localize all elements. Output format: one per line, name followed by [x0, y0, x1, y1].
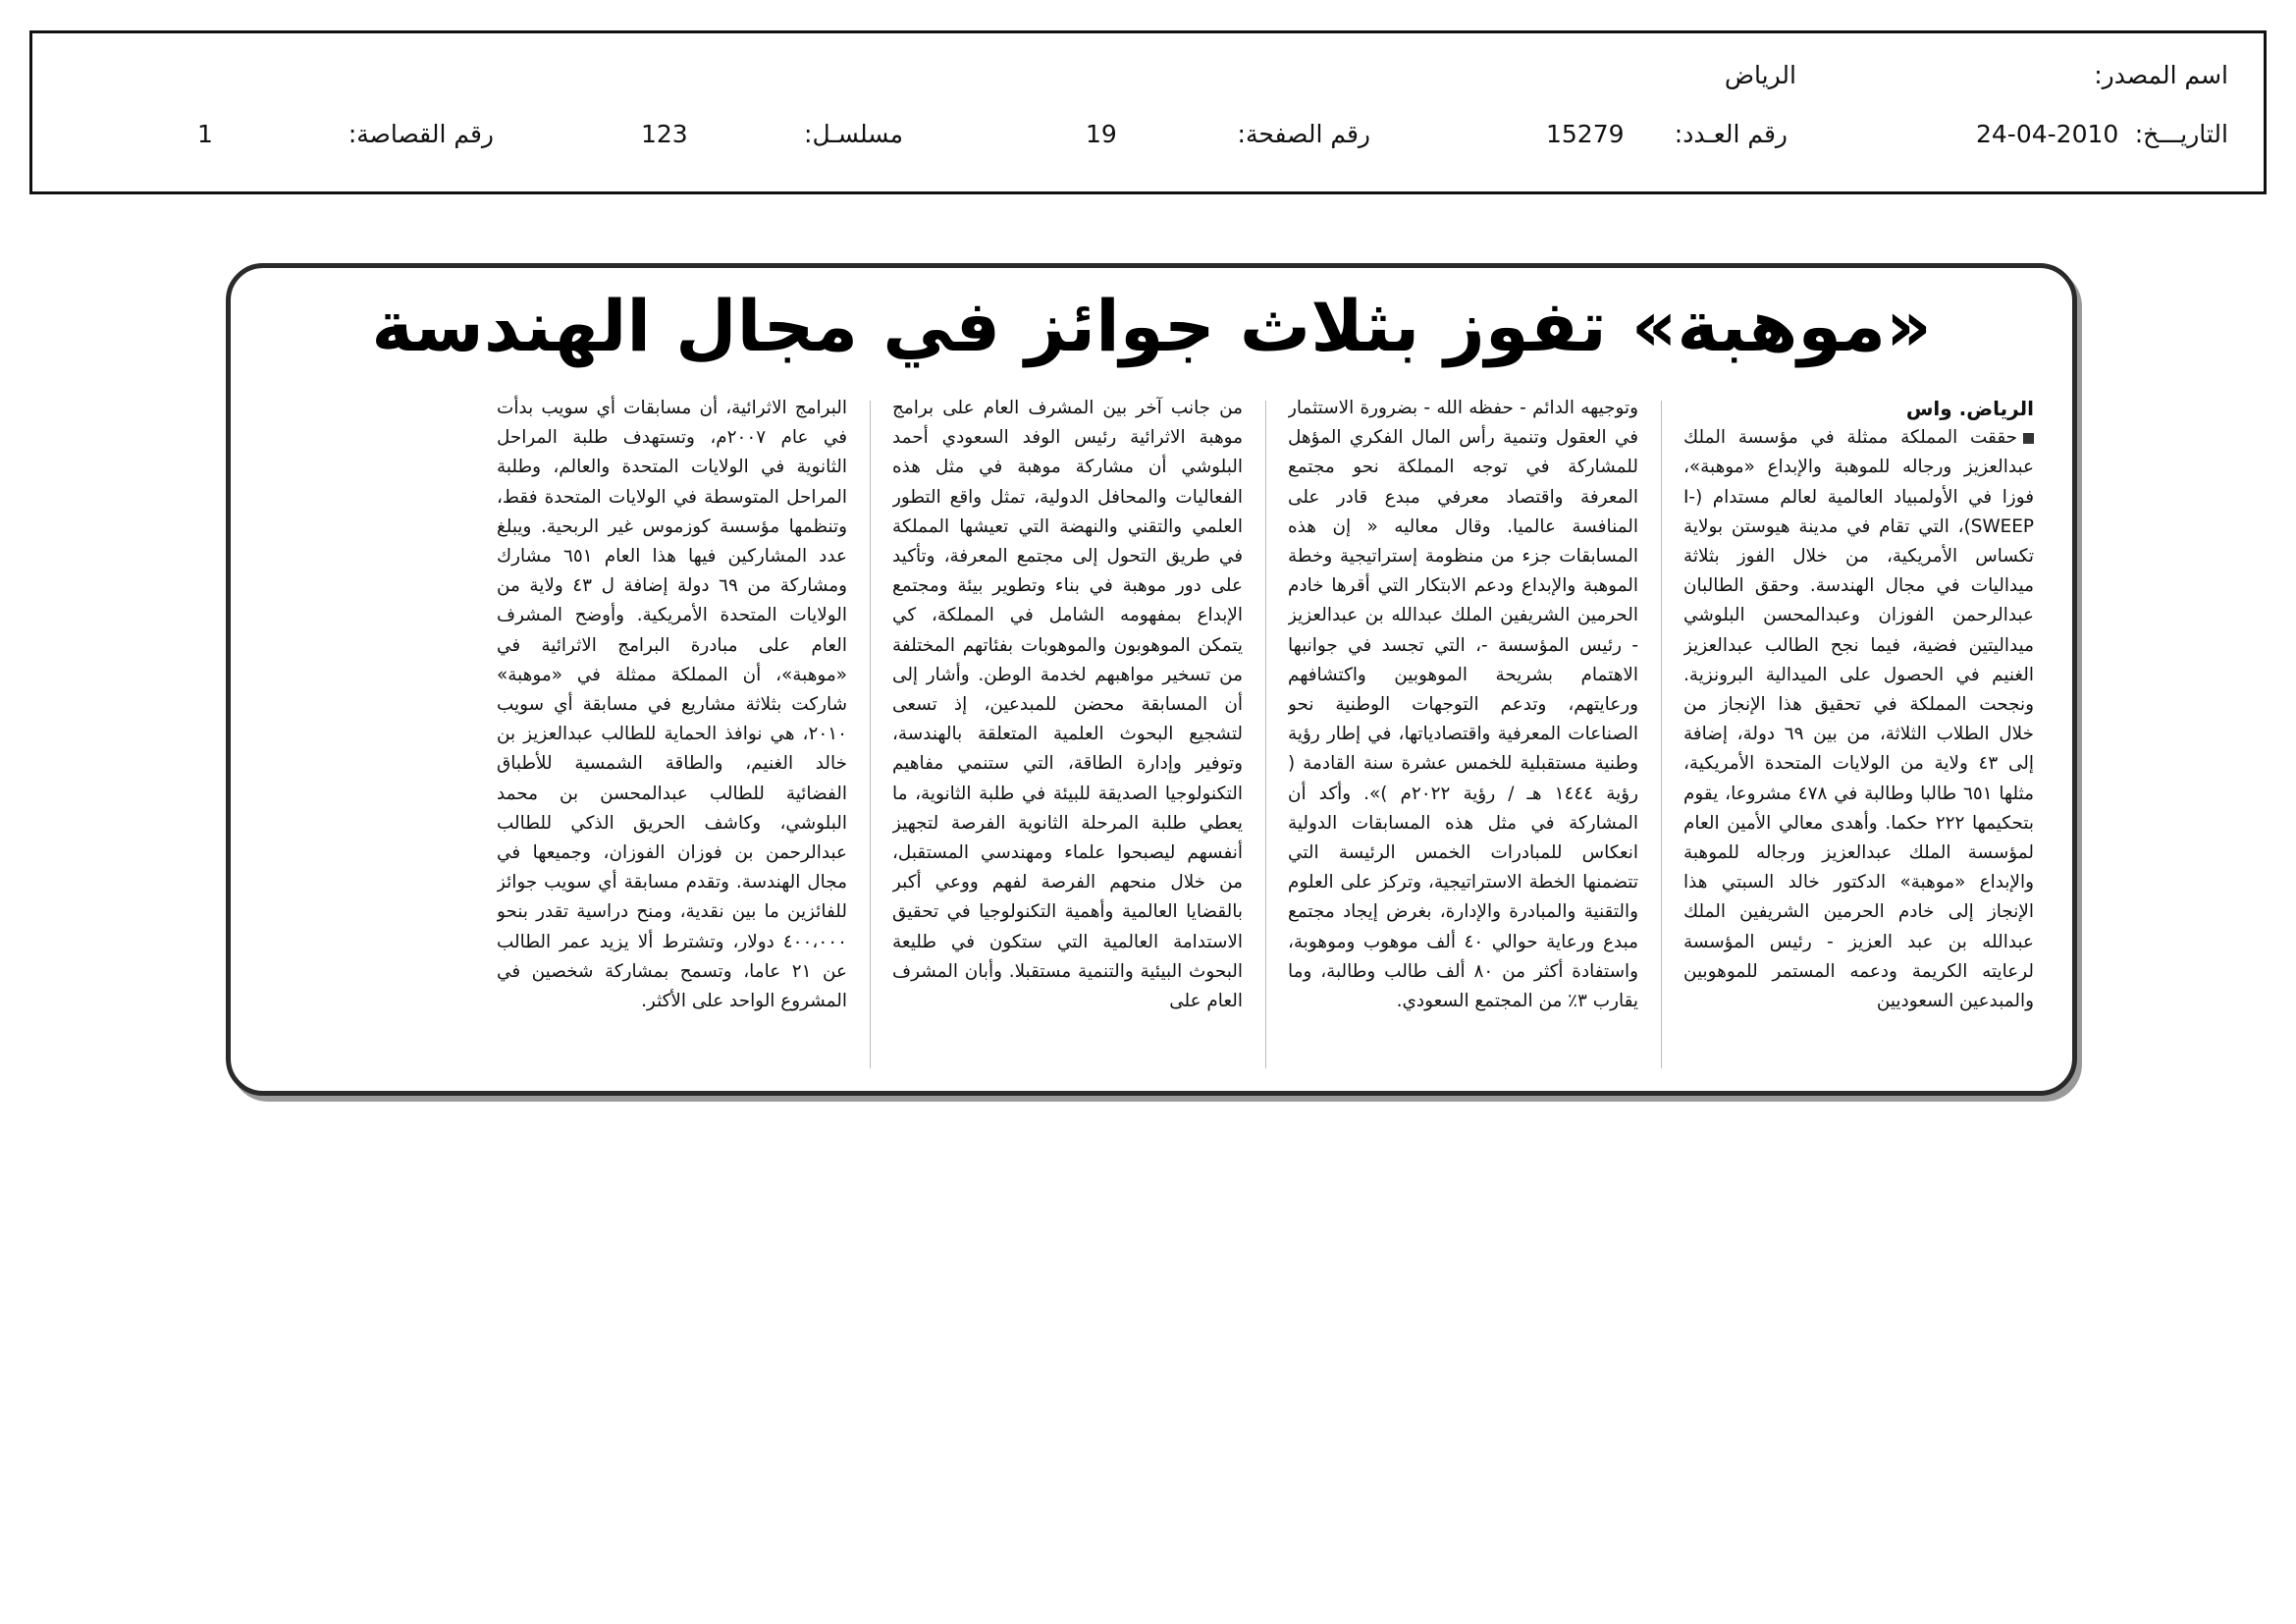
article-column-1	[1683, 394, 2034, 1081]
date-label: التاريـــخ:	[2134, 120, 2228, 148]
article-column-2	[1288, 394, 1638, 1081]
article-column-text: حققت المملكة ممثلة في مؤسسة الملك عبدالعزيز ورجاله للموهبة والإبداع «موهبة»، فوزا في الأولمبياد العالمية لعالم مستدام (I-SWEEP)، التي تقام في مدينة هيوستن بولاية تكساس الأمريكية، من خلال الفوز بثلاثة ميداليات في مجال الهندسة. وحقق الطالبان عبدالرحمن الفوزان وعبدالمحسن البلوشي ميداليتين فضية، فيما نجح الطالب عبدالعزيز الغنيم في الحصول على الميدالية البرونزية. ونجحت المملكة في تحقيق هذا الإنجاز من خلال الطلاب الثلاثة، من بين ٦٩ دولة، إضافة إلى ٤٣ ولاية من الولايات المتحدة الأمريكية، مثلها ٦٥١ طالبا وطالبة في ٤٧٨ مشروعا، يقوم بتحكيمها ٢٢٢ حكما. وأهدى معالي الأمين العام لمؤسسة الملك عبدالعزيز ورجاله للموهبة والإبداع «موهبة» الدكتور خالد السبتي هذا الإنجاز إلى خادم الحرمين الشريفين الملك عبدالله بن عبد العزيز - رئيس المؤسسة لرعايته الكريمة ودعمه المستمر للموهوبين والمبدعين السعوديين	[1683, 427, 2034, 1012]
article-headline: «موهبة» تفوز بثلاث جوائز في مجال الهندسة	[371, 285, 1932, 367]
column-divider	[870, 401, 871, 1068]
article-column-text: وتوجيهه الدائم - حفظه الله - بضرورة الاستثمار في العقول وتنمية رأس المال الفكري المؤهل للمشاركة في توجه المملكة نحو مجتمع المعرفة واقتصاد معرفي مبدع قادر على المنافسة عالميا. وقال معاليه « إن هذه المسابقات جزء من منظومة إستراتيجية وخطة الموهبة والإبداع ودعم الابتكار التي أقرها خادم الحرمين الشريفين الملك عبدالله بن عبدالعزيز - رئيس المؤسسة -، التي تجسد في جوانبها الاهتمام بشريحة الموهوبين واكتشافهم ورعايتهم، وتدعم التوجهات الوطنية نحو الصناعات المعرفية واقتصادياتها، في إطار رؤية وطنية مستقبلية للخمس عشرة سنة القادمة ( رؤية ١٤٤٤ هـ / رؤية ٢٠٢٢م )». وأكد أن المشاركة في مثل هذه المسابقات الدولية انعكاس للمبادرات الخمس الرئيسة التي تتضمنها الخطة الاستراتيجية، وتركز على العلوم والتقنية والمبادرة والإدارة، بغرض إيجاد مجتمع مبدع ورعاية حوالي ٤٠ ألف موهوب وموهوبة، واستفادة أكثر من ٨٠ ألف طالب وطالبة، وما يقارب ٣٪ من المجتمع السعودي.	[1288, 398, 1638, 1012]
page-value: 19	[1086, 120, 1117, 148]
article-column-text: من جانب آخر بين المشرف العام على برامج موهبة الاثرائية رئيس الوفد السعودي أحمد البلوشي أن مشاركة موهبة في مثل هذه الفعاليات والمحافل الدولية، تمثل واقع التطور العلمي والتقني والنهضة التي تعيشها المملكة في طريق التحول إلى مجتمع المعرفة، وتأكيد على دور موهبة في بناء وتطوير بيئة ومجتمع الإبداع بمفهومه الشامل في المملكة، كي يتمكن الموهوبون والموهوبات بفئاتهم المختلفة من تسخير مواهبهم لخدمة الوطن. وأشار إلى أن المسابقة محضن للمبدعين، إذ تسعى لتشجيع البحوث العلمية المتعلقة بالهندسة، وتوفير وإدارة الطاقة، التي ستنمي مفاهيم التكنولوجيا الصديقة للبيئة في طلبة الثانوية، ما يعطي طلبة المرحلة الثانوية الفرصة لتجهيز أنفسهم ليصبحوا علماء ومهندسي المستقبل، من خلال منحهم الفرصة لفهم ووعي أكبر بالقضايا العالمية وأهمية التكنولوجيا في تحقيق الاستدامة العالمية التي ستكون في طليعة البحوث البيئية والتنمية مستقبلا. وأبان المشرف العام على	[892, 398, 1243, 1012]
article-clipping	[226, 263, 2077, 1096]
article-column-4	[497, 394, 847, 1081]
issue-value: 15279	[1546, 120, 1625, 148]
serial-label: مسلسـل:	[804, 120, 903, 148]
serial-value: 123	[641, 120, 688, 148]
article-column-text: البرامج الاثرائية، أن مسابقات أي سويب بدأت في عام ٢٠٠٧م، وتستهدف طلبة المراحل الثانوية في الولايات المتحدة والعالم، وطلبة المراحل المتوسطة في الولايات المتحدة فقط، وتنظمها مؤسسة كوزموس غير الربحية. ويبلغ عدد المشاركين فيها هذا العام ٦٥١ مشارك ومشاركة من ٦٩ دولة إضافة ل ٤٣ ولاية من الولايات المتحدة الأمريكية. وأوضح المشرف العام على مبادرة البرامج الاثرائية في «موهبة»، أن المملكة ممثلة في «موهبة» شاركت بثلاثة مشاريع في مسابقة أي سويب ٢٠١٠، هي نوافذ الحماية للطالب عبدالعزيز بن خالد الغنيم، والطاقة الشمسية للأطباق الفضائية للطالب عبدالمحسن بن محمد البلوشي، وكاشف الحريق الذكي للطالب عبدالرحمن بن فوزان الفوزان، وجميعها في مجال الهندسة. وتقدم مسابقة أي سويب جوائز للفائزين ما بين نقدية، ومنح دراسية تقدر بنحو ٤٠٠،٠٠٠ دولار، وتشترط ألا يزيد عمر الطالب عن ٢١ عاما، وتسمح بمشاركة شخصين في المشروع الواحد على الأكثر.	[497, 398, 847, 1012]
source-label: اسم المصدر:	[2094, 61, 2228, 89]
date-value: 24-04-2010	[1976, 120, 2119, 148]
page-label: رقم الصفحة:	[1237, 120, 1370, 148]
column-divider	[1265, 401, 1266, 1068]
metadata-box	[29, 30, 2267, 194]
issue-label: رقم العـدد:	[1674, 120, 1788, 148]
article-column-3	[892, 394, 1243, 1081]
source-value: الرياض	[1724, 61, 1796, 89]
bullet-square-icon	[2023, 433, 2034, 444]
clip-number-value: 1	[197, 120, 213, 148]
article-dateline: الرياض. واس	[1905, 397, 2034, 420]
column-divider	[1661, 401, 1662, 1068]
clip-number-label: رقم القصاصة:	[347, 120, 494, 148]
